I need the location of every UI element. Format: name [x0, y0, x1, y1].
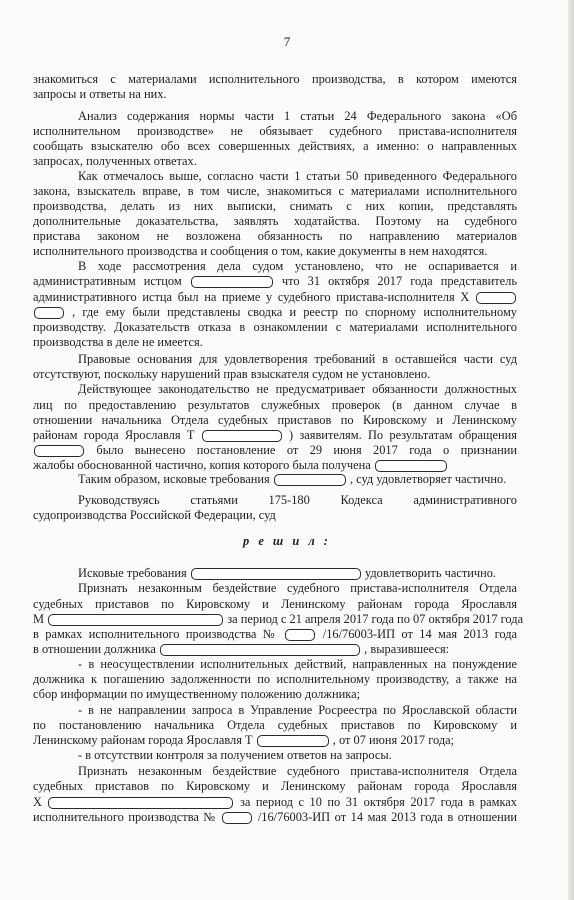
text-line-l29 — [33, 508, 433, 523]
text-line-l7 — [78, 169, 517, 184]
text-segment: - в неосуществлении исполнительных действий, направленных на понуждение — [78, 657, 517, 671]
text-segment: по постановлению начальника Отдела судебных приставов по Кировскому и — [33, 718, 517, 732]
text-segment: , где ему были представлены сводка и реестр по спорному исполнительному — [72, 305, 517, 319]
text-segment: Анализ содержания нормы части 1 статьи 24 Федерального закона «Об — [78, 109, 517, 123]
text-segment: сообщать взыскателю обо всех совершенных действиях, а именно: о направленных — [33, 139, 517, 153]
text-line-l41 — [33, 718, 517, 733]
text-segment: запросах, полученных ответах. — [33, 154, 197, 168]
redaction-box — [375, 460, 447, 472]
text-line-l14 — [33, 274, 517, 289]
text-segment: судебных приставов по Кировскому и Ленинскому районам города Ярославля — [33, 779, 517, 793]
text-segment: Действующее законодательство не предусматривает обязанности должностных — [78, 382, 517, 396]
text-segment: /16/76003-ИП от 14 мая 2013 года в отношении — [257, 810, 518, 824]
text-segment: лиц по предоставлению результатов служебных проверок (в данном случае в — [33, 398, 517, 412]
text-line-l32 — [78, 581, 517, 596]
text-line-l36 — [33, 642, 517, 657]
text-line-l43 — [78, 748, 478, 763]
text-segment: дополнительные доказательства, заявлять ходатайства. Поэтому на судебного — [33, 214, 517, 228]
text-segment: производства, делать из них выписки, снимать с них копии, представлять — [33, 199, 517, 213]
text-segment: административного истца был на приеме у судебного пристава-исполнителя Х — [33, 290, 470, 304]
text-segment: Ленинскому районам города Ярославля Т — [33, 733, 253, 747]
text-segment: Признать незаконным бездействие судебного пристава-исполнителя Отдела — [78, 764, 517, 778]
text-line-l39 — [33, 687, 433, 702]
text-segment: закона, взыскатель вправе, в том числе, знакомиться с материалами исполнительного — [33, 184, 517, 198]
text-segment: Признать незаконным бездействие судебного пристава-исполнителя Отдела — [78, 581, 517, 595]
text-line-l33 — [33, 597, 517, 612]
text-line-l46 — [33, 795, 517, 810]
text-line-l15 — [33, 290, 517, 305]
text-segment: ) заявителям. По результатам обращения — [288, 428, 517, 442]
text-segment: судопроизводства Российской Федерации, суд — [33, 508, 276, 522]
text-segment: исполнительном производстве» не обязывает судебного пристава-исполнителя — [33, 124, 517, 138]
text-line-l16 — [33, 305, 517, 320]
redaction-box — [202, 430, 282, 442]
text-segment: за период с 21 апреля 2017 года по 07 октября 2017 года — [227, 612, 524, 626]
text-segment: исполнительного производства № — [33, 810, 217, 824]
redaction-box — [191, 568, 361, 580]
text-segment: М — [33, 612, 45, 626]
text-segment: районам города Ярославля Т — [33, 428, 195, 442]
redaction-box — [160, 644, 360, 656]
text-line-l8 — [33, 184, 517, 199]
text-segment: В ходе рассмотрения дела судом установлено, что не оспаривается и — [78, 259, 517, 273]
page-edge-shadow — [568, 0, 574, 900]
text-line-l1 — [33, 72, 517, 87]
text-segment: Как отмечалось выше, согласно части 1 статьи 50 приведенного Федерального — [78, 169, 517, 183]
text-segment: Правовые основания для удовлетворения требований в оставшейся части суд — [78, 352, 517, 366]
redaction-box — [222, 812, 252, 824]
text-segment: - в не направлении запроса в Управление Росреестра по Ярославской области — [78, 703, 517, 717]
redaction-box — [285, 629, 315, 641]
decision-heading — [0, 534, 574, 549]
text-segment: - в отсутствии контроля за получением ответов на запросы. — [78, 748, 392, 762]
text-segment: удовлетворить частично. — [364, 566, 497, 580]
text-segment: производству. Доказательств отказа в ознакомлении с материалами исполнительного — [33, 320, 517, 334]
page-number: 7 — [283, 34, 291, 49]
redaction-box — [48, 614, 223, 626]
text-line-l27 — [78, 472, 517, 487]
text-line-l6 — [33, 154, 333, 169]
text-segment: сбор информации по имущественному положению должника; — [33, 687, 361, 701]
text-segment: что 31 октября 2017 года представитель — [281, 274, 517, 288]
text-line-l42 — [33, 733, 517, 748]
text-line-l19 — [78, 352, 517, 367]
text-segment: Х — [33, 795, 42, 809]
text-segment: отсутствуют, поскольку нарушений прав взыскателя судом не установлено. — [33, 367, 431, 381]
text-segment: знакомиться с материалами исполнительного производства, в котором имеются — [33, 72, 517, 86]
text-segment: Таким образом, исковые требования — [78, 472, 270, 486]
text-segment: за период с 10 по 31 октября 2017 года в рамках — [239, 795, 517, 809]
text-segment: , суд удовлетворяет частично. — [349, 472, 507, 486]
text-segment: жалобы обоснованной частично, копия которого была получена — [33, 458, 371, 472]
redaction-box — [257, 735, 329, 747]
text-line-l26 — [33, 458, 517, 473]
text-line-l11 — [33, 229, 517, 244]
text-segment: было вынесено постановление от 29 июня 2017 года о признании — [96, 443, 517, 457]
text-line-l4 — [33, 124, 517, 139]
text-segment: производства в деле не имеется. — [33, 335, 203, 349]
text-line-l17 — [33, 320, 517, 335]
text-segment: , выразившееся: — [364, 642, 450, 656]
text-line-l23 — [33, 413, 517, 428]
text-line-l38 — [33, 672, 517, 687]
text-line-l10 — [33, 214, 517, 229]
redaction-box — [274, 474, 346, 486]
text-segment: в отношении должника — [33, 642, 156, 656]
text-segment: Руководствуясь статьями 175-180 Кодекса административного — [78, 493, 517, 507]
text-segment: административным истцом — [33, 274, 182, 288]
text-line-l9 — [33, 199, 517, 214]
text-line-l13 — [78, 259, 517, 274]
text-segment: Исковые требования — [78, 566, 187, 580]
text-line-l22 — [33, 398, 517, 413]
text-line-l47 — [33, 810, 517, 825]
text-segment: /16/76003-ИП от 14 мая 2013 года — [322, 627, 517, 641]
redaction-box — [191, 276, 273, 288]
text-segment: должника к погашению задолженности по исполнительному производству, а также на — [33, 672, 517, 686]
text-segment: отношении начальника Отдела судебных приставов по Кировскому и Ленинскому — [33, 413, 517, 427]
decision-heading-text: р е ш и л : — [243, 534, 331, 548]
text-line-l5 — [33, 139, 517, 154]
text-line-l3 — [78, 109, 517, 124]
text-line-l25 — [33, 443, 517, 458]
text-segment: судебных приставов по Кировскому и Ленинскому районам города Ярославля — [33, 597, 517, 611]
text-line-l45 — [33, 779, 517, 794]
redaction-box — [34, 307, 64, 319]
text-line-l24 — [33, 428, 517, 443]
text-segment: исполнительного производства и сообщения о том, какие документы в нем находятся. — [33, 244, 488, 258]
text-line-l40 — [78, 703, 517, 718]
text-line-l31 — [78, 566, 517, 581]
redaction-box — [34, 445, 84, 457]
text-segment: пристава законом не возложена обязанность по направлению материалов — [33, 229, 517, 243]
text-line-l20 — [33, 367, 473, 382]
text-segment: , от 07 июня 2017 года; — [332, 733, 455, 747]
text-line-l12 — [33, 244, 517, 259]
redaction-box — [476, 292, 516, 304]
text-line-l44 — [78, 764, 517, 779]
text-line-l34 — [33, 612, 524, 627]
text-segment: в рамках исполнительного производства № — [33, 627, 278, 641]
text-line-l18 — [33, 335, 333, 350]
redaction-box — [48, 797, 233, 809]
text-line-l21 — [78, 382, 517, 397]
text-line-l2 — [33, 87, 333, 102]
text-line-l35 — [33, 627, 517, 642]
text-line-l28 — [78, 493, 517, 508]
text-line-l37 — [78, 657, 517, 672]
text-segment: запросы и ответы на них. — [33, 87, 167, 101]
